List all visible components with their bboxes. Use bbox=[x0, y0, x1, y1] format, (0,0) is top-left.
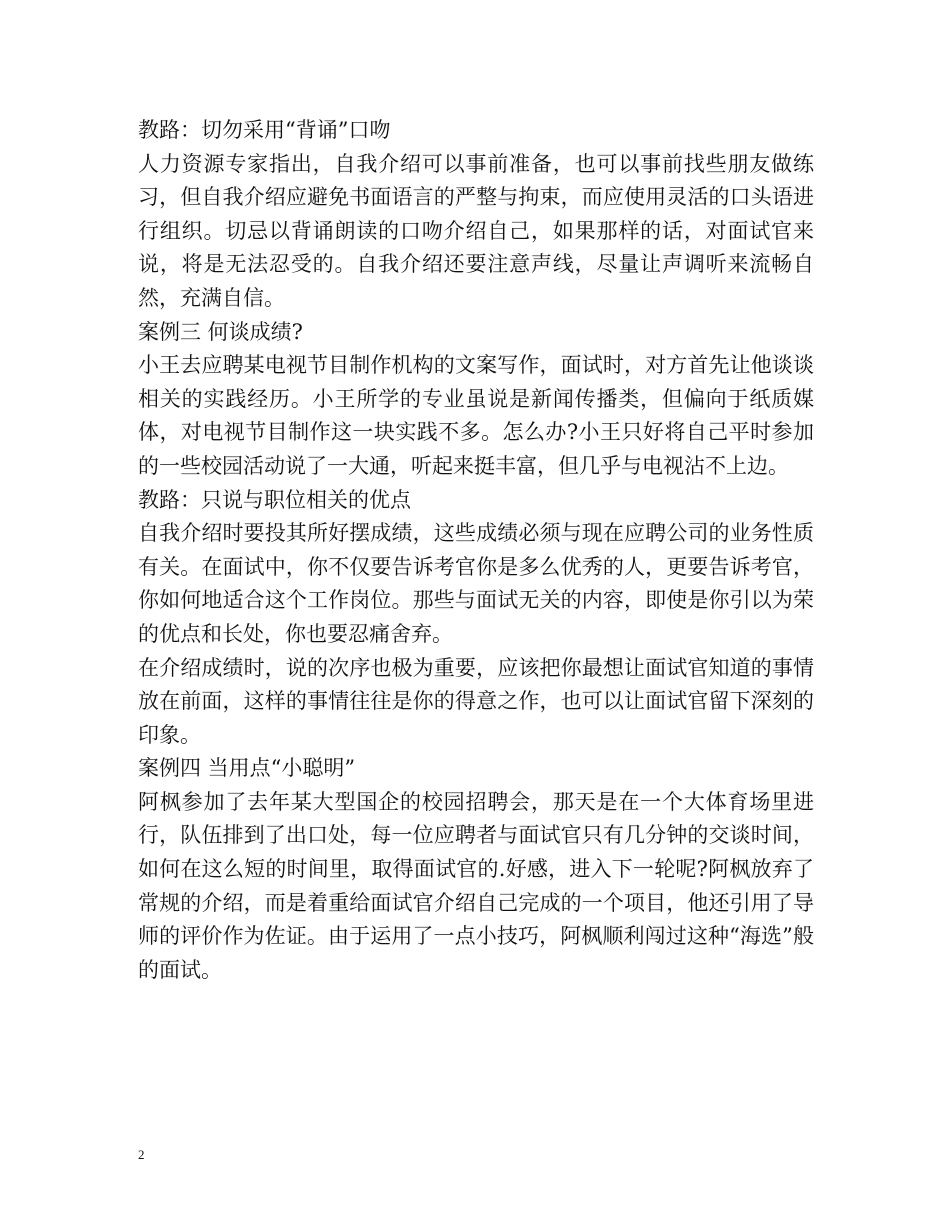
page-number: 2 bbox=[138, 1147, 145, 1162]
section-heading: 教路：只说与职位相关的优点 bbox=[138, 487, 411, 512]
body-paragraph: 人力资源专家指出，自我介绍可以事前准备，也可以事前找些朋友做练习，但自我介绍应避免书面语言的严整与拘束，而应使用灵活的口头语进行组织。切忌以背诵朗读的口吻介绍自己，如果那样的话，对面试官来说，将是无法忍受的。自我介绍还要注意声线，尽量让声调听来流畅自然，充满自信。 bbox=[138, 151, 814, 310]
case-heading: 案例三 何谈成绩? bbox=[138, 319, 303, 344]
case-heading: 案例四 当用点“小聪明” bbox=[138, 756, 356, 781]
document-body bbox=[138, 114, 814, 987]
body-paragraph: 小王去应聘某电视节目制作机构的文案写作，面试时，对方首先让他谈谈相关的实践经历。小王所学的专业虽说是新闻传播类，但偏向于纸质媒体，对电视节目制作这一块实践不多。怎么办?小王只好将自己平时参加的一些校园活动说了一大通，听起来挺丰富，但几乎与电视沾不上边。 bbox=[138, 353, 814, 478]
body-paragraph: 在介绍成绩时，说的次序也极为重要，应该把你最想让面试官知道的事情放在前面，这样的事情往往是你的得意之作，也可以让面试官留下深刻的印象。 bbox=[138, 655, 814, 747]
body-paragraph: 阿枫参加了去年某大型国企的校园招聘会，那天是在一个大体育场里进行，队伍排到了出口处，每一位应聘者与面试官只有几分钟的交谈时间，如何在这么短的时间里，取得面试官的.好感，进入下一轮呢?阿枫放弃了常规的介绍，而是着重给面试官介绍自己完成的一个项目，他还引用了导师的评价作为佐证。由于运用了一点小技巧，阿枫顺利闯过这种“海选”般的面试。 bbox=[138, 789, 814, 982]
section-heading: 教路：切勿采用“背诵”口吻 bbox=[138, 118, 391, 142]
body-paragraph: 自我介绍时要投其所好摆成绩，这些成绩必须与现在应聘公司的业务性质有关。在面试中，你不仅要告诉考官你是多么优秀的人，更要告诉考官，你如何地适合这个工作岗位。那些与面试无关的内容，即使是你引以为荣的优点和长处，你也要忍痛舍弃。 bbox=[138, 521, 814, 646]
